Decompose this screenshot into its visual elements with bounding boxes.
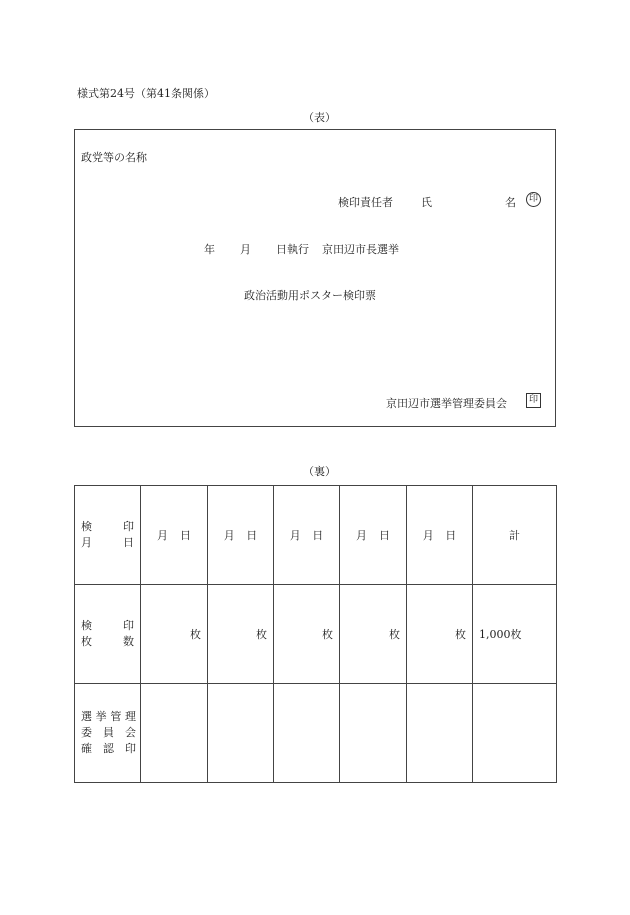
count-cell: 枚 bbox=[141, 585, 208, 684]
confirm-cell bbox=[473, 684, 557, 783]
confirm-cell bbox=[340, 684, 407, 783]
seal-circle-icon: 印 bbox=[526, 192, 541, 207]
back-label: （裏） bbox=[303, 465, 336, 478]
committee-name: 京田辺市選挙管理委員会 bbox=[386, 397, 507, 410]
table-row bbox=[75, 486, 557, 585]
row-header-inspect-date: 検 印 月 日 bbox=[75, 486, 141, 585]
count-cell: 枚 bbox=[407, 585, 473, 684]
total-count-cell: 1,000枚 bbox=[473, 585, 557, 684]
date-cell: 月 日 bbox=[407, 486, 473, 585]
confirm-cell bbox=[274, 684, 340, 783]
inspector-seal bbox=[526, 192, 541, 207]
date-cell: 月 日 bbox=[141, 486, 208, 585]
confirm-cell bbox=[407, 684, 473, 783]
committee-seal bbox=[526, 393, 541, 408]
date-cell: 月 日 bbox=[208, 486, 274, 585]
table-row bbox=[75, 684, 557, 783]
form-number: 様式第24号（第41条関係） bbox=[77, 87, 215, 100]
confirm-cell bbox=[208, 684, 274, 783]
date-cell: 月 日 bbox=[340, 486, 407, 585]
inspection-table bbox=[74, 485, 557, 783]
election-day-exec: 日執行 bbox=[276, 243, 309, 256]
count-cell: 枚 bbox=[340, 585, 407, 684]
front-section bbox=[74, 129, 556, 427]
election-year: 年 bbox=[204, 243, 215, 256]
seal-square-icon: 印 bbox=[526, 393, 541, 408]
date-cell: 月 日 bbox=[274, 486, 340, 585]
inspector-family-label: 氏 bbox=[421, 196, 432, 209]
election-month: 月 bbox=[240, 243, 251, 256]
confirm-cell bbox=[141, 684, 208, 783]
document-title: 政治活動用ポスター検印票 bbox=[244, 289, 376, 302]
inspector-title: 検印責任者 bbox=[338, 196, 393, 209]
party-name-label: 政党等の名称 bbox=[81, 151, 147, 164]
row-header-committee-confirm: 選 挙 管 理 委 員 会 確 認 印 bbox=[75, 684, 141, 783]
election-name: 京田辺市長選挙 bbox=[322, 243, 399, 256]
inspector-given-label: 名 bbox=[505, 196, 516, 209]
total-header: 計 bbox=[473, 486, 557, 585]
row-header-inspect-count: 検 印 枚 数 bbox=[75, 585, 141, 684]
table-row bbox=[75, 585, 557, 684]
count-cell: 枚 bbox=[208, 585, 274, 684]
front-label: （表） bbox=[303, 111, 336, 124]
count-cell: 枚 bbox=[274, 585, 340, 684]
